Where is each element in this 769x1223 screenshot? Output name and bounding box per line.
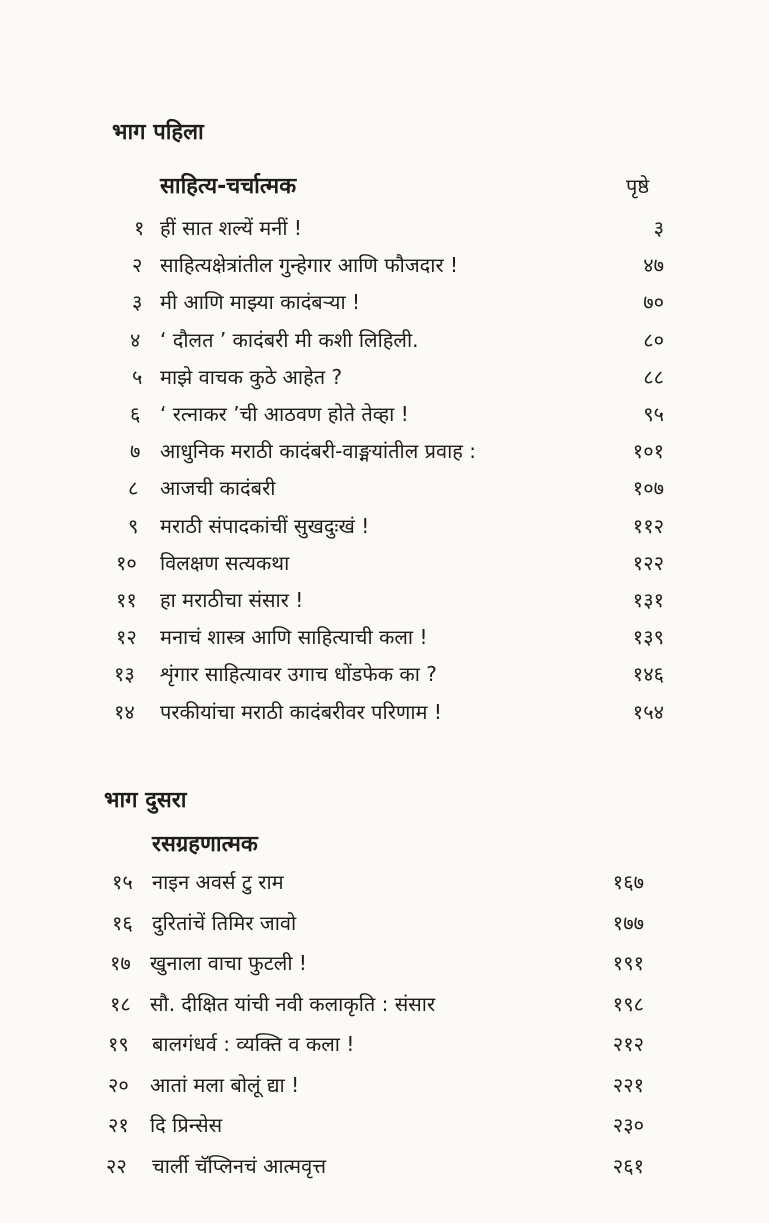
chapter-title: मी आणि माझ्या कादंबऱ्या !: [160, 290, 361, 315]
chapter-page-number: १४६: [632, 662, 664, 687]
chapter-title: हीं सात शल्यें मनीं !: [160, 216, 302, 240]
chapter-title: दि प्रिन्सेस: [150, 1113, 223, 1137]
chapter-page-number: ११२: [632, 513, 664, 538]
chapter-number: १८: [110, 991, 131, 1016]
chapter-page-number: १५४: [632, 699, 664, 724]
list-item: [0, 909, 769, 943]
chapter-number: ९: [128, 513, 139, 538]
section-heading-literary-discussion: साहित्य-चर्चात्मक: [160, 174, 297, 199]
chapter-number: ७: [130, 439, 141, 464]
chapter-number: १५: [112, 870, 133, 894]
chapter-number: २२: [106, 1153, 127, 1178]
chapter-title: ‘ दौलत ’ कादंबरी मी कशी लिहिली.: [160, 327, 419, 352]
chapter-title: परकीयांचा मराठी कादंबरीवर परिणाम !: [160, 699, 442, 724]
chapter-number: ३: [132, 290, 143, 315]
chapter-page-number: १२२: [632, 550, 664, 575]
chapter-number: ५: [132, 364, 143, 389]
chapter-page-number: ९५: [643, 402, 664, 426]
chapter-number: २०: [108, 1072, 129, 1097]
chapter-title: मराठी संपादकांचीं सुखदुःखं !: [160, 513, 370, 538]
chapter-number: १२: [116, 625, 137, 650]
list-item: [0, 1071, 769, 1105]
chapter-number: १३: [114, 662, 135, 687]
chapter-page-number: २२१: [612, 1072, 644, 1097]
chapter-number: २१: [108, 1113, 129, 1137]
chapter-title: दुरितांचें तिमिर जावो: [152, 910, 297, 935]
chapter-title: शृंगार साहित्यावर उगाच धोंडफेक का ?: [160, 662, 437, 687]
part-two-heading: भाग दुसरा: [104, 788, 187, 813]
chapter-page-number: ८८: [643, 364, 664, 389]
list-item: [0, 868, 769, 902]
list-item: [0, 698, 769, 732]
chapter-number: १४: [114, 699, 135, 724]
list-item: [0, 586, 769, 620]
chapter-page-number: १९१: [612, 951, 644, 975]
section-heading-appreciation: रसग्रहणात्मक: [152, 832, 258, 857]
chapter-page-number: १९८: [612, 991, 644, 1016]
list-item: [0, 1152, 769, 1186]
chapter-title: माझे वाचक कुठे आहेत ?: [160, 364, 343, 389]
chapter-number: १०: [116, 550, 137, 575]
chapter-title: आधुनिक मराठी कादंबरी-वाङ्मयांतील प्रवाह :: [160, 439, 477, 464]
chapter-number: १९: [108, 1032, 129, 1056]
list-item: [0, 474, 769, 508]
chapter-number: १: [134, 216, 145, 240]
chapter-page-number: १६७: [612, 870, 644, 894]
chapter-title: हा मराठीचा संसार !: [160, 588, 304, 612]
chapter-title: साहित्यक्षेत्रांतील गुन्हेगार आणि फौजदार !: [160, 253, 459, 278]
chapter-page-number: ८०: [643, 327, 664, 352]
chapter-title: मनाचं शास्त्र आणि साहित्याची कला !: [160, 625, 428, 650]
chapter-page-number: १३१: [632, 588, 664, 612]
chapter-title: सौ. दीक्षित यांची नवी कलाकृति : संसार: [150, 991, 436, 1016]
chapter-page-number: ३: [653, 216, 664, 240]
list-item: [0, 288, 769, 322]
chapter-title: आजची कादंबरी: [160, 476, 276, 501]
chapter-number: १७: [110, 951, 131, 975]
chapter-page-number: १३९: [632, 625, 664, 650]
chapter-title: चार्ली चॅप्लिनचं आत्मवृत्त: [152, 1153, 327, 1178]
chapter-title: ‘ रत्नाकर ’ची आठवण होते तेव्हा !: [160, 402, 409, 426]
part-one-heading: भाग पहिला: [112, 120, 204, 145]
chapter-title: खुनाला वाचा फुटली !: [150, 951, 307, 975]
chapter-title: विलक्षण सत्यकथा: [160, 550, 290, 575]
list-item: [0, 1030, 769, 1064]
chapter-page-number: ४७: [643, 253, 664, 278]
chapter-number: २: [132, 253, 143, 278]
chapter-title: बालगंधर्व : व्यक्ति व कला !: [152, 1032, 355, 1056]
list-item: [0, 400, 769, 434]
chapter-number: ११: [116, 588, 137, 612]
chapter-page-number: १०१: [632, 439, 664, 464]
chapter-page-number: ७०: [643, 290, 664, 315]
list-item: [0, 214, 769, 248]
chapter-number: १६: [112, 910, 133, 935]
list-item: [0, 949, 769, 983]
list-item: [0, 251, 769, 285]
chapter-number: ६: [130, 402, 141, 426]
chapter-title: आतां मला बोलूं द्या !: [150, 1072, 300, 1097]
chapter-page-number: १०७: [632, 476, 664, 501]
list-item: [0, 437, 769, 471]
list-item: [0, 549, 769, 583]
chapter-number: ४: [130, 327, 141, 352]
chapter-page-number: २१२: [612, 1032, 644, 1056]
list-item: [0, 326, 769, 360]
chapter-page-number: २३०: [612, 1113, 644, 1137]
list-item: [0, 363, 769, 397]
list-item: [0, 623, 769, 657]
list-item: [0, 990, 769, 1024]
chapter-number: ८: [128, 476, 139, 501]
pages-column-label: पृष्ठे: [626, 174, 650, 198]
chapter-page-number: १७७: [612, 910, 644, 935]
chapter-title: नाइन अवर्स टु राम: [152, 870, 284, 894]
chapter-page-number: २६१: [612, 1153, 644, 1178]
list-item: [0, 1111, 769, 1145]
list-item: [0, 512, 769, 546]
list-item: [0, 660, 769, 694]
